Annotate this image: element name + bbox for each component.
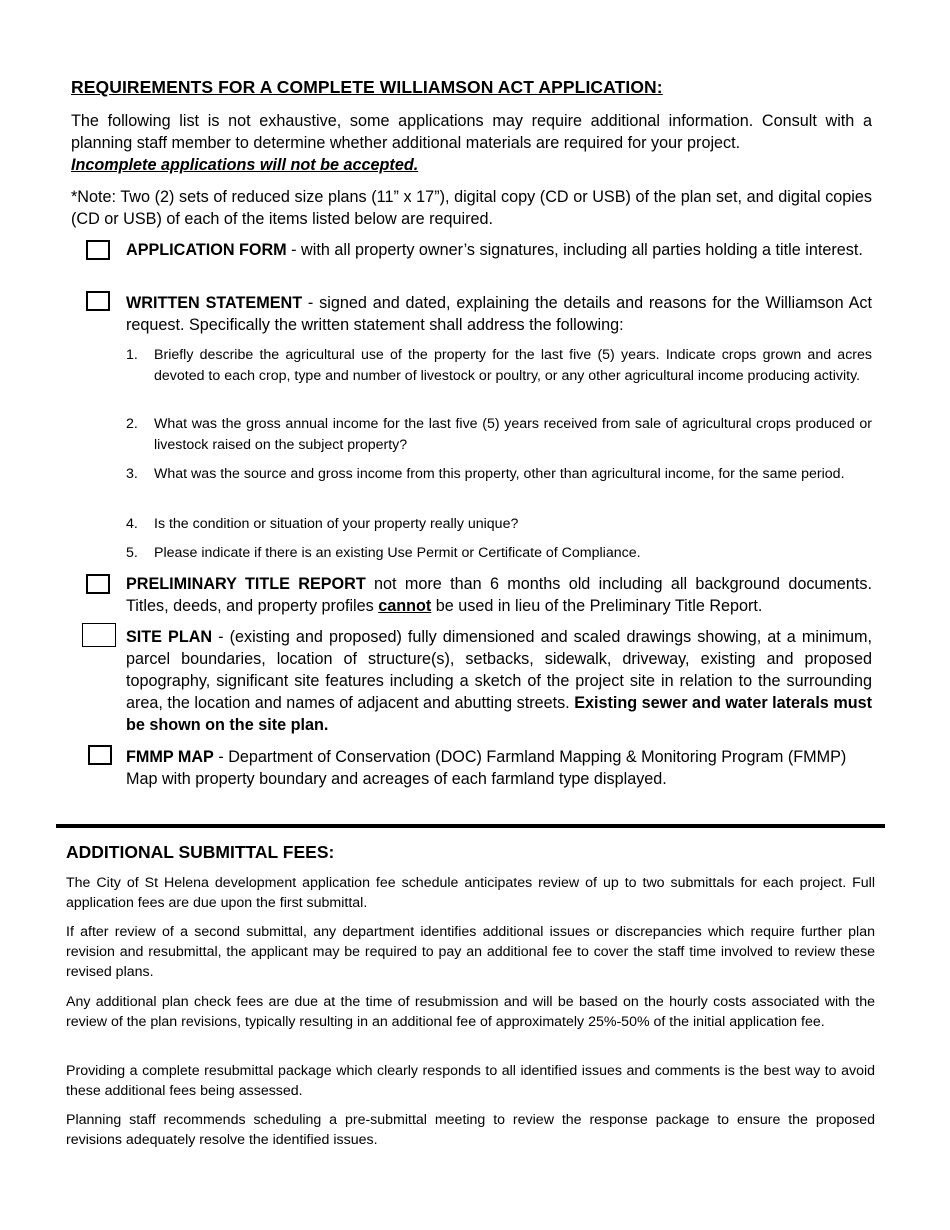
section-divider bbox=[56, 824, 885, 828]
list-item-number: 4. bbox=[126, 516, 138, 532]
application-form-item bbox=[126, 239, 872, 261]
title-report-checkbox[interactable] bbox=[86, 574, 110, 594]
list-item-text: Please indicate if there is an existing Use Permit or Certificate of Compliance. bbox=[154, 545, 641, 561]
intro-paragraph bbox=[71, 110, 872, 176]
title-report-text-b: be used in lieu of the Preliminary Title Report. bbox=[431, 597, 763, 615]
fees-paragraph: The City of St Helena development application fee schedule anticipates review of up to two submittals for each project. Full application fees are due upon the first submittal. bbox=[66, 875, 875, 911]
site-plan-text: - (existing and proposed) fully dimensioned and scaled drawings showing, at a minimum, parcel boundaries, location of structure(s), setbacks, sidewalk, driveway, existing and proposed topography, significant site features including a sketch of the project site in relation to the surrounding area, the location and names of adjacent and abutting streets. bbox=[126, 628, 872, 712]
written-statement-text: - signed and dated, explaining the details and reasons for the Williamson Act request. Specifically the written statement shall address the following: bbox=[126, 294, 872, 334]
site-plan-item bbox=[126, 626, 872, 736]
note-paragraph: *Note: Two (2) sets of reduced size plans (11” x 17”), digital copy (CD or USB) of the plan set, and digital copies (CD or USB) of each of the items listed below are required. bbox=[71, 188, 872, 228]
title-report-item bbox=[126, 573, 872, 617]
list-item-text: What was the gross annual income for the last five (5) years received from sale of agricultural crops produced or livestock raised on the subject property? bbox=[154, 416, 872, 453]
fees-paragraph: Any additional plan check fees are due at the time of resubmission and will be based on the hourly costs associated with the review of the plan revisions, typically resulting in an additional fee of approximately 25%-50% of the initial application fee. bbox=[66, 994, 875, 1030]
written-statement-label: WRITTEN STATEMENT bbox=[126, 294, 303, 312]
list-item-number: 3. bbox=[126, 466, 138, 482]
list-item-text: Briefly describe the agricultural use of the property for the last five (5) years. Indicate crops grown and acres devoted to each crop, type and number of livestock or poultry, or any other agricultural income producing activity. bbox=[154, 347, 872, 384]
list-item-text: Is the condition or situation of your property really unique? bbox=[154, 516, 519, 532]
fmmp-map-checkbox[interactable] bbox=[88, 745, 112, 765]
incomplete-warning: Incomplete applications will not be accepted. bbox=[71, 156, 419, 174]
list-item-number: 5. bbox=[126, 545, 138, 561]
list-item-number: 2. bbox=[126, 416, 138, 432]
title-report-cannot: cannot bbox=[378, 597, 432, 615]
fees-heading: ADDITIONAL SUBMITTAL FEES: bbox=[66, 842, 335, 862]
fees-paragraph: Planning staff recommends scheduling a pre-submittal meeting to review the response package to ensure the proposed revisions adequately resolve the identified issues. bbox=[66, 1112, 875, 1148]
title-report-text-a: not more than 6 months old including all background documents. Titles, deeds, and property profiles bbox=[126, 575, 873, 615]
list-item-number: 1. bbox=[126, 347, 138, 363]
application-form-text: - with all property owner’s signatures, including all parties holding a title interest. bbox=[286, 241, 863, 259]
site-plan-sewer-note: Existing sewer and water laterals must be shown on the site plan. bbox=[126, 694, 872, 734]
site-plan-label: SITE PLAN bbox=[126, 628, 213, 646]
written-statement-checkbox[interactable] bbox=[86, 291, 110, 311]
application-form-checkbox[interactable] bbox=[86, 240, 110, 260]
intro-text: The following list is not exhaustive, some applications may require additional information. Consult with a planning staff member to determine whether additional materials are required for your project. bbox=[71, 112, 872, 152]
fees-paragraph: If after review of a second submittal, any department identifies additional issues or discrepancies which require further plan revision and resubmittal, the applicant may be required to pay an additional fee to cover the staff time involved to review these revised plans. bbox=[66, 924, 875, 980]
title-report-label: PRELIMINARY TITLE REPORT bbox=[126, 575, 366, 593]
requirements-heading: REQUIREMENTS FOR A COMPLETE WILLIAMSON ACT APPLICATION: bbox=[71, 77, 663, 97]
fmmp-map-item bbox=[126, 746, 872, 790]
list-item-text: What was the source and gross income from this property, other than agricultural income, for the same period. bbox=[154, 466, 845, 482]
written-statement-item bbox=[126, 292, 872, 336]
fmmp-map-label: FMMP MAP bbox=[126, 748, 214, 766]
fmmp-map-text: - Department of Conservation (DOC) Farmland Mapping & Monitoring Program (FMMP) Map with property boundary and acreages of each farmland type displayed. bbox=[126, 748, 847, 788]
site-plan-checkbox[interactable] bbox=[82, 623, 116, 647]
fees-paragraph: Providing a complete resubmittal package which clearly responds to all identified issues and comments is the best way to avoid these additional fees being assessed. bbox=[66, 1063, 875, 1099]
application-form-label: APPLICATION FORM bbox=[126, 241, 287, 259]
